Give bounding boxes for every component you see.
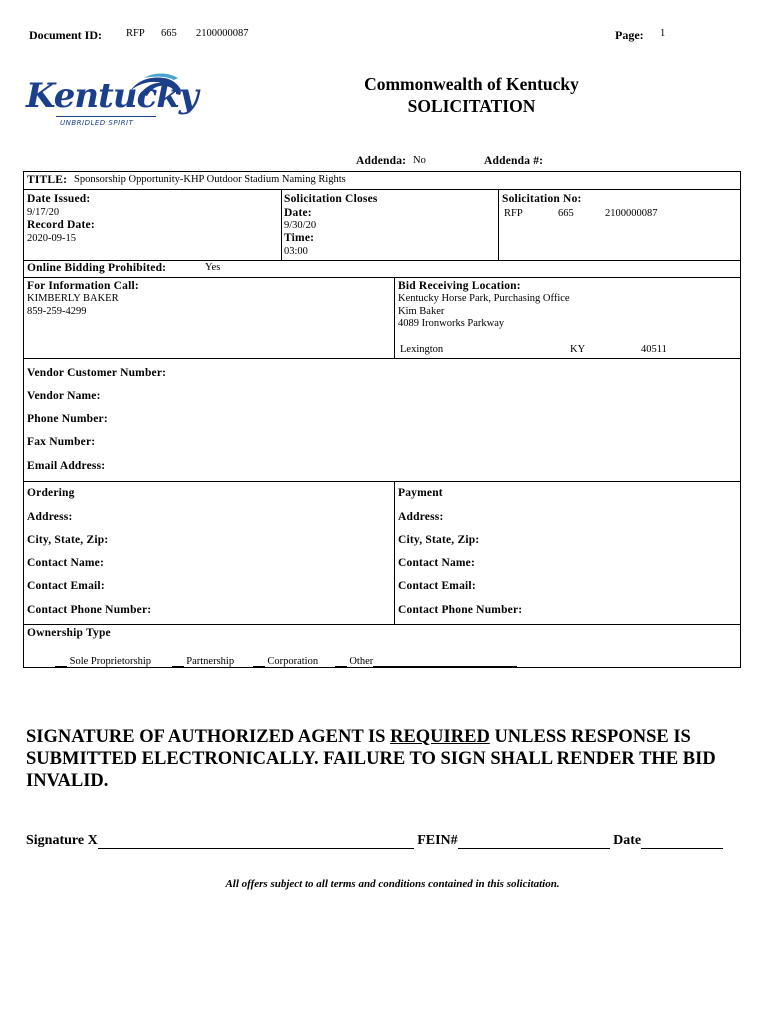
fein-field[interactable] bbox=[458, 834, 610, 849]
document-number: 2100000087 bbox=[196, 28, 249, 39]
ordering-contact-name-label: Contact Name: bbox=[27, 557, 105, 569]
title-line-2: SOLICITATION bbox=[407, 96, 536, 116]
signature-label: Signature X bbox=[26, 833, 98, 848]
solicitation-type: RFP bbox=[504, 208, 523, 219]
signature-notice-required: REQUIRED bbox=[390, 727, 490, 747]
online-bidding-label: Online Bidding Prohibited: bbox=[27, 262, 167, 274]
kentucky-logo bbox=[26, 72, 198, 134]
footer-note: All offers subject to all terms and conditions contained in this solicitation. bbox=[225, 878, 560, 890]
bid-location-line-3: 4089 Ironworks Parkway bbox=[398, 318, 505, 329]
title-label: TITLE: bbox=[27, 174, 68, 186]
payment-heading: Payment bbox=[398, 487, 443, 499]
payment-address-label: Address: bbox=[398, 511, 444, 523]
date-issued-label: Date Issued: bbox=[27, 193, 91, 205]
date-field[interactable] bbox=[641, 834, 723, 849]
vendor-name-label: Vendor Name: bbox=[27, 390, 101, 402]
date-label: Date bbox=[613, 833, 642, 848]
logo-tagline: UNBRIDLED SPIRIT bbox=[60, 119, 134, 127]
ordering-address-label: Address: bbox=[27, 511, 73, 523]
fax-number-label: Fax Number: bbox=[27, 436, 96, 448]
title-value: Sponsorship Opportunity-KHP Outdoor Stadium Naming Rights bbox=[74, 174, 346, 185]
bid-location-zip: 40511 bbox=[641, 344, 667, 355]
addenda-label: Addenda: bbox=[356, 155, 407, 167]
ordering-heading: Ordering bbox=[27, 487, 75, 499]
sole-proprietorship-checkbox[interactable] bbox=[55, 654, 67, 667]
corporation-label: Corporation bbox=[267, 656, 319, 667]
ownership-type-heading: Ownership Type bbox=[27, 627, 111, 639]
bid-location-label: Bid Receiving Location: bbox=[398, 280, 521, 292]
page-number: 1 bbox=[660, 28, 666, 39]
phone-number-label: Phone Number: bbox=[27, 413, 108, 425]
signature-notice-part-1: SIGNATURE OF AUTHORIZED AGENT IS bbox=[26, 727, 391, 747]
time-value: 03:00 bbox=[284, 246, 308, 257]
ordering-contact-phone-label: Contact Phone Number: bbox=[27, 604, 152, 616]
title-line-1: Commonwealth of Kentucky bbox=[364, 74, 579, 94]
logo-wordmark: Kentucky bbox=[26, 76, 198, 116]
document-type: RFP bbox=[126, 28, 145, 39]
partnership-label: Partnership bbox=[186, 656, 235, 667]
payment-city-label: City, State, Zip: bbox=[398, 534, 480, 546]
document-id-label: Document ID: bbox=[29, 28, 102, 42]
partnership-checkbox[interactable] bbox=[172, 654, 184, 667]
info-call-name: KIMBERLY BAKER bbox=[27, 293, 119, 304]
info-call-phone: 859-259-4299 bbox=[27, 306, 87, 317]
document-dept: 665 bbox=[161, 28, 177, 39]
record-date-value: 2020-09-15 bbox=[27, 233, 76, 244]
solicitation-closes-label: Solicitation Closes bbox=[284, 193, 378, 205]
info-call-label: For Information Call: bbox=[27, 280, 139, 292]
bid-location-line-1: Kentucky Horse Park, Purchasing Office bbox=[398, 293, 570, 304]
email-address-label: Email Address: bbox=[27, 460, 106, 472]
record-date-label: Record Date: bbox=[27, 219, 95, 231]
signature-line bbox=[26, 833, 723, 849]
fein-label: FEIN# bbox=[417, 833, 458, 848]
closes-date-value: 9/30/20 bbox=[284, 220, 317, 231]
addenda-value: No bbox=[413, 155, 426, 166]
vendor-customer-number-label: Vendor Customer Number: bbox=[27, 367, 167, 379]
ordering-contact-email-label: Contact Email: bbox=[27, 580, 105, 592]
signature-notice-part-2: UNLESS RESPONSE IS SUBMITTED ELECTRONICALLY. FAILURE TO SIGN SHALL RENDER THE BID INVALID. bbox=[26, 727, 716, 791]
bid-location-state: KY bbox=[570, 344, 586, 355]
form-frame bbox=[23, 171, 741, 668]
date-issued-value: 9/17/20 bbox=[27, 207, 60, 218]
closes-date-label: Date: bbox=[284, 207, 312, 219]
ordering-city-label: City, State, Zip: bbox=[27, 534, 109, 546]
payment-contact-phone-label: Contact Phone Number: bbox=[398, 604, 523, 616]
signature-field[interactable] bbox=[98, 834, 414, 849]
payment-contact-name-label: Contact Name: bbox=[398, 557, 476, 569]
bid-location-line-2: Kim Baker bbox=[398, 306, 445, 317]
ownership-options bbox=[55, 654, 517, 667]
solicitation-dept: 665 bbox=[558, 208, 574, 219]
sole-proprietorship-label: Sole Proprietorship bbox=[69, 656, 151, 667]
online-bidding-value: Yes bbox=[205, 262, 221, 273]
solicitation-number: 2100000087 bbox=[605, 208, 658, 219]
solicitation-no-label: Solicitation No: bbox=[502, 193, 582, 205]
time-label: Time: bbox=[284, 232, 315, 244]
corporation-checkbox[interactable] bbox=[253, 654, 265, 667]
bid-location-city: Lexington bbox=[400, 344, 444, 355]
page-label: Page: bbox=[615, 28, 644, 42]
payment-contact-email-label: Contact Email: bbox=[398, 580, 476, 592]
other-field[interactable] bbox=[373, 654, 517, 667]
addenda-number-label: Addenda #: bbox=[484, 155, 544, 167]
signature-notice bbox=[26, 726, 756, 792]
other-checkbox[interactable] bbox=[335, 654, 347, 667]
other-label: Other bbox=[349, 656, 374, 667]
